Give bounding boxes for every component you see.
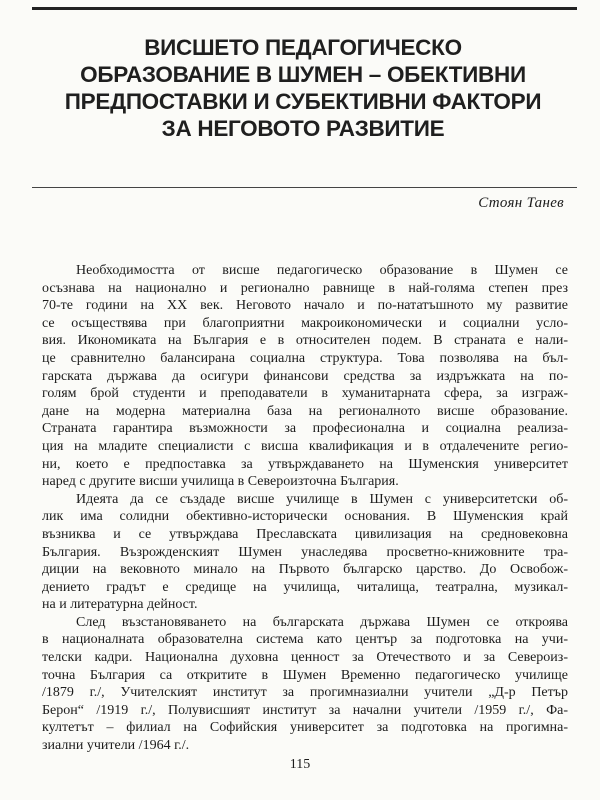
- paragraph-line: ни, което е предпоставка за утвърждаването на Шуменския университет: [42, 456, 568, 472]
- paragraph-line: се осъществява при благоприятни макроикономически и социални усло-: [42, 315, 568, 331]
- paragraph-line: гарската държава да осигури финансови средства за издръжката на по-: [42, 368, 568, 384]
- paragraph-line: ция на младите специалисти с висша квалификация и в отдалечените регио-: [42, 438, 568, 454]
- paragraph-line: це сравнително балансирана социална структура. Това позволява на бъл-: [42, 350, 568, 366]
- title-line: ЗА НЕГОВОТО РАЗВИТИЕ: [161, 116, 445, 141]
- title-line: ВИСШЕТО ПЕДАГОГИЧЕСКО: [144, 35, 462, 60]
- paragraph-line: След възстановяването на българската държава Шумен се откроява: [76, 614, 568, 630]
- paragraph-line: възниква и се утвърждава Преславската цивилизация на средновековна: [42, 526, 568, 542]
- title-line: ПРЕДПОСТАВКИ И СУБЕКТИВНИ ФАКТОРИ: [64, 89, 542, 114]
- article-body: [42, 262, 568, 755]
- paragraph-line: лик има солидни обективно-исторически основания. В Шуменския край: [42, 509, 568, 525]
- author-name: Стоян Танев: [478, 195, 564, 211]
- top-rule: [32, 7, 577, 10]
- paragraph-line: /1879 г./, Учителският институт за прогимназиални учители „Д-р Петър: [42, 685, 568, 701]
- page-number: 115: [289, 757, 311, 772]
- paragraph-line: Страната гарантира възможности за професионална и социална реализа-: [42, 421, 568, 437]
- paragraph-line: 70-те години на XX век. Неговото начало и по-нататъшното му развитие: [42, 298, 568, 314]
- title-line: ОБРАЗОВАНИЕ В ШУМЕН – ОБЕКТИВНИ: [80, 62, 526, 87]
- article-title: [40, 34, 566, 142]
- paragraph-line: голям брой студенти и преподаватели в хуманитарната сфера, за изграж-: [42, 386, 568, 402]
- paragraph-line: наред с другите висши училища в Североизточна България.: [42, 474, 399, 490]
- paragraph-line: Идеята да се създаде висше училище в Шумен с университетски об-: [76, 491, 568, 507]
- paragraph-line: точна България са откритите в Шумен Временно педагогическо училище: [42, 667, 568, 683]
- paragraph-line: в националната образователна система като център за подготовка на учи-: [42, 632, 568, 648]
- paragraph-line: на и литературна дейност.: [42, 597, 198, 613]
- paragraph-line: Необходимостта от висше педагогическо образование в Шумен се: [76, 263, 568, 278]
- paragraph-line: вия. Икономиката на България е в относителен подем. В страната е нали-: [42, 333, 568, 349]
- paragraph-line: дане на модерна материална база на регионалното висше образование.: [42, 403, 568, 419]
- paragraph-line: България. Възрожденският Шумен унаследява просветно-книжовните тра-: [42, 544, 568, 560]
- paragraph-line: телски кадри. Национална духовна ценност за Отечеството и за Североиз-: [42, 650, 568, 666]
- paragraph-line: зиални учители /1964 г./.: [42, 738, 190, 754]
- paragraph-line: дението градът е средище на училища, читалища, театрална, музикал-: [42, 579, 568, 595]
- paragraph-line: култетът – филиал на Софийския университет за подготовка на прогимна-: [42, 720, 568, 736]
- paragraph-line: осъзнава на национално и регионално равнище в най-голяма степен през: [42, 280, 568, 296]
- paragraph-line: Берон“ /1919 г./, Полувисшият институт за начални учители /1959 г./, Фа-: [42, 702, 568, 718]
- title-divider: [32, 187, 577, 188]
- paragraph-line: диции на вековното минало на Първото българско царство. До Освобож-: [42, 562, 568, 578]
